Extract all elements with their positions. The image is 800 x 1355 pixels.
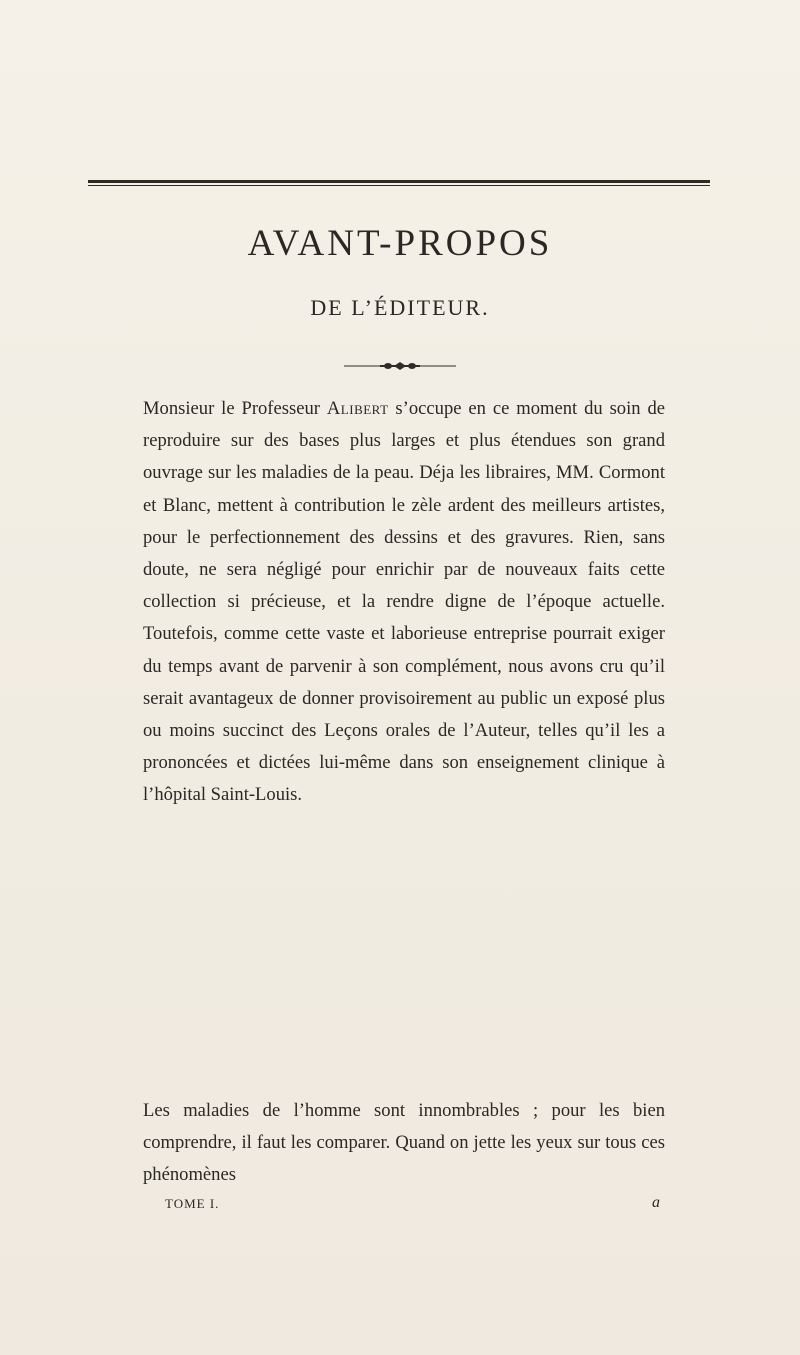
page-subtitle: DE L’ÉDITEUR. xyxy=(310,295,490,320)
body-paragraph-1 xyxy=(143,393,665,812)
author-name: Alibert xyxy=(326,398,389,419)
paragraph-1-body: s’occupe en ce moment du soin de reproduire sur des bases plus larges et plus étendues son grand ouvrage sur les maladies de la peau. Déja les libraires, MM. Cormont et Blanc, mettent à contribution le zèle ardent des meilleurs artistes, pour le perfectionnement des dessins et des gravures. Rien, sans doute, ne sera négligé pour enrichir par de nouveaux faits cette collection si précieuse, et la rendre digne de l’époque actuelle. Toutefois, comme cette vaste et laborieuse entreprise pourrait exiger du temps avant de parvenir à son complément, nous avons cru qu’il serait avantageux de donner provisoirement au public un exposé plus ou moins succinct des Leçons orales de l’Auteur, telles qu’il les a prononcées et dictées lui-même dans son enseignement clinique à l’hôpital Saint-Louis. xyxy=(143,398,666,806)
ornament-divider-icon xyxy=(344,360,456,372)
volume-signature: TOME I. xyxy=(165,1196,220,1211)
header-double-rule xyxy=(88,180,710,186)
paragraph-1-opening: Monsieur le Professeur xyxy=(143,398,327,419)
body-paragraph-2: Les maladies de l’homme sont innombrables ; pour les bien comprendre, il faut les comparer. Quand on jette les yeux sur tous ces phénomènes xyxy=(143,1100,665,1186)
header-rule-thick xyxy=(88,180,710,183)
page-signature-line xyxy=(165,1196,660,1216)
header-rule-thin xyxy=(88,185,710,186)
gathering-mark: a xyxy=(652,1194,660,1211)
page-title: AVANT-PROPOS xyxy=(247,223,553,264)
